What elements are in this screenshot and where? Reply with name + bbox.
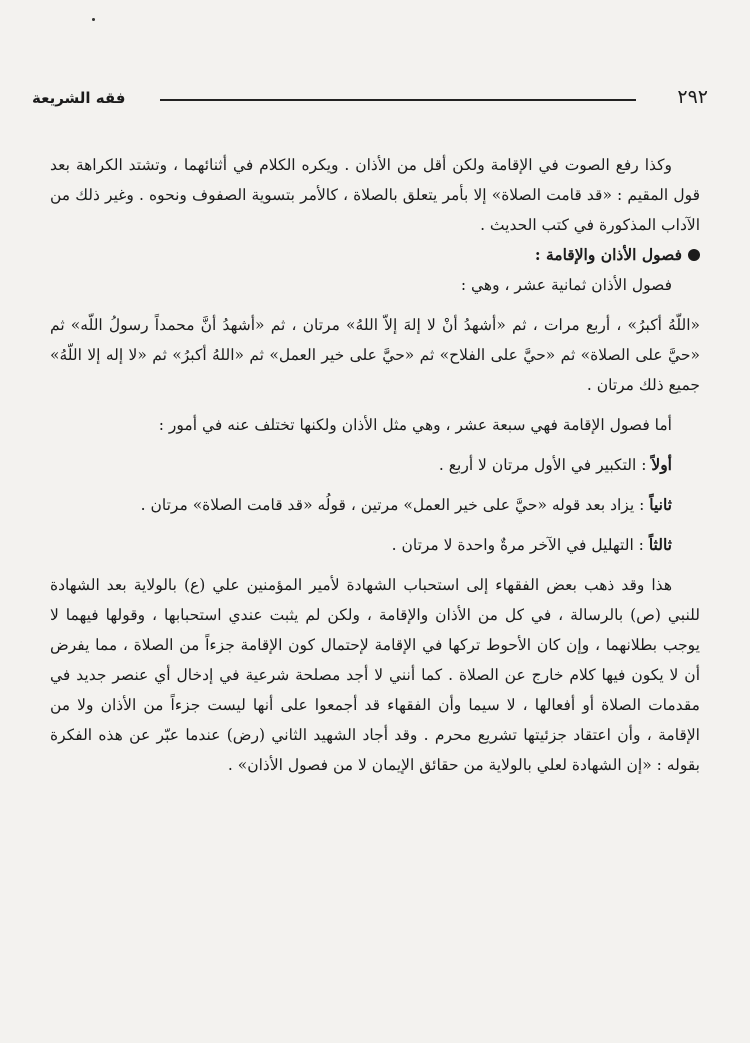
paragraph-wilaya: هذا وقد ذهب بعض الفقهاء إلى استحباب الشهادة لأمير المؤمنين علي (ع) بالولاية بعد الشهادة للنبي (ص) بالرسالة ، في كل من الأذان والإقامة ، ولكن لم يثبت عندي استحبابها ، وقولها فيهما لا يوجب بطلانهما ، وإن كان الأحوط تركها في الإقامة لإحتمال كون الإقامة جزءاً من الصلاة ، مما يفرض أن لا يكون فيها كلام خارج عن الصلاة . كما أنني لا أجد مصلحة شرعية في إدخال أي عنصر جديد في مقدمات الصلاة أو أفعالها ، لا سيما وأن الفقهاء قد أجمعوا على أنها ليست جزءاً من الأذان ولا من الإقامة ، وأن اعتقاد جزئيتها تشريع محرم . وقد أجاد الشهيد الثاني (رض) عندما عبّر عن هذه الفكرة بقوله : «إن الشهادة لعلي بالولاية من حقائق الإيمان لا من فصول الأذان» . <box>50 576 700 774</box>
page-header <box>32 86 708 116</box>
section-title-text: فصول الأذان والإقامة : <box>534 245 682 264</box>
list-text: : التهليل في الآخر مرةٌ واحدة لا مرتان . <box>391 536 649 554</box>
list-label: أولاً <box>651 455 672 474</box>
list-text: : يزاد بعد قوله «حيَّ على خير العمل» مرتين ، قولُه «قد قامت الصلاة» مرتان . <box>140 496 650 514</box>
page-number: ٢٩٢ <box>677 86 708 108</box>
list-item-first <box>50 450 700 480</box>
paragraph-etiquette: وكذا رفع الصوت في الإقامة ولكن أقل من الأذان . ويكره الكلام في أثنائهما ، وتشتد الكراهة بعد قول المقيم : «قد قامت الصلاة» إلا بأمر يتعلق بالصلاة ، كالأمر بتسوية الصفوف ونحوه . وغير ذلك من الآداب المذكورة في كتب الحديث . <box>50 156 700 234</box>
paragraph-iqama-intro: أما فصول الإقامة فهي سبعة عشر ، وهي مثل الأذان ولكنها تختلف عنه في أمور : <box>158 416 672 434</box>
list-label: ثانياً <box>649 495 672 514</box>
page-mark <box>92 18 95 21</box>
bullet-icon <box>688 249 700 261</box>
list-item-second <box>50 490 700 520</box>
running-title: فقه الشريعة <box>32 89 126 107</box>
paragraph-adhan-count: فصول الأذان ثمانية عشر ، وهي : <box>460 276 672 294</box>
page-body <box>50 150 700 780</box>
paragraph-adhan-phrases: «اللّهُ أكبرُ» ، أربع مرات ، ثم «أشهدُ أنْ لا إلهَ إلاّ اللهُ» مرتان ، ثم «أشهدُ أنَّ محمداً رسولُ اللّه» ثم «حيَّ على الصلاة» ثم «حيَّ على الفلاح» ثم «حيَّ على خير العمل» ثم «اللهُ أكبرُ» ثم «لا إله إلا اللّهُ» جميع ذلك مرتان . <box>50 316 700 394</box>
list-label: ثالثاً <box>648 535 672 554</box>
section-heading <box>50 240 700 270</box>
header-rule <box>160 99 636 101</box>
list-text: : التكبير في الأول مرتان لا أربع . <box>438 456 652 474</box>
list-item-third <box>50 530 700 560</box>
